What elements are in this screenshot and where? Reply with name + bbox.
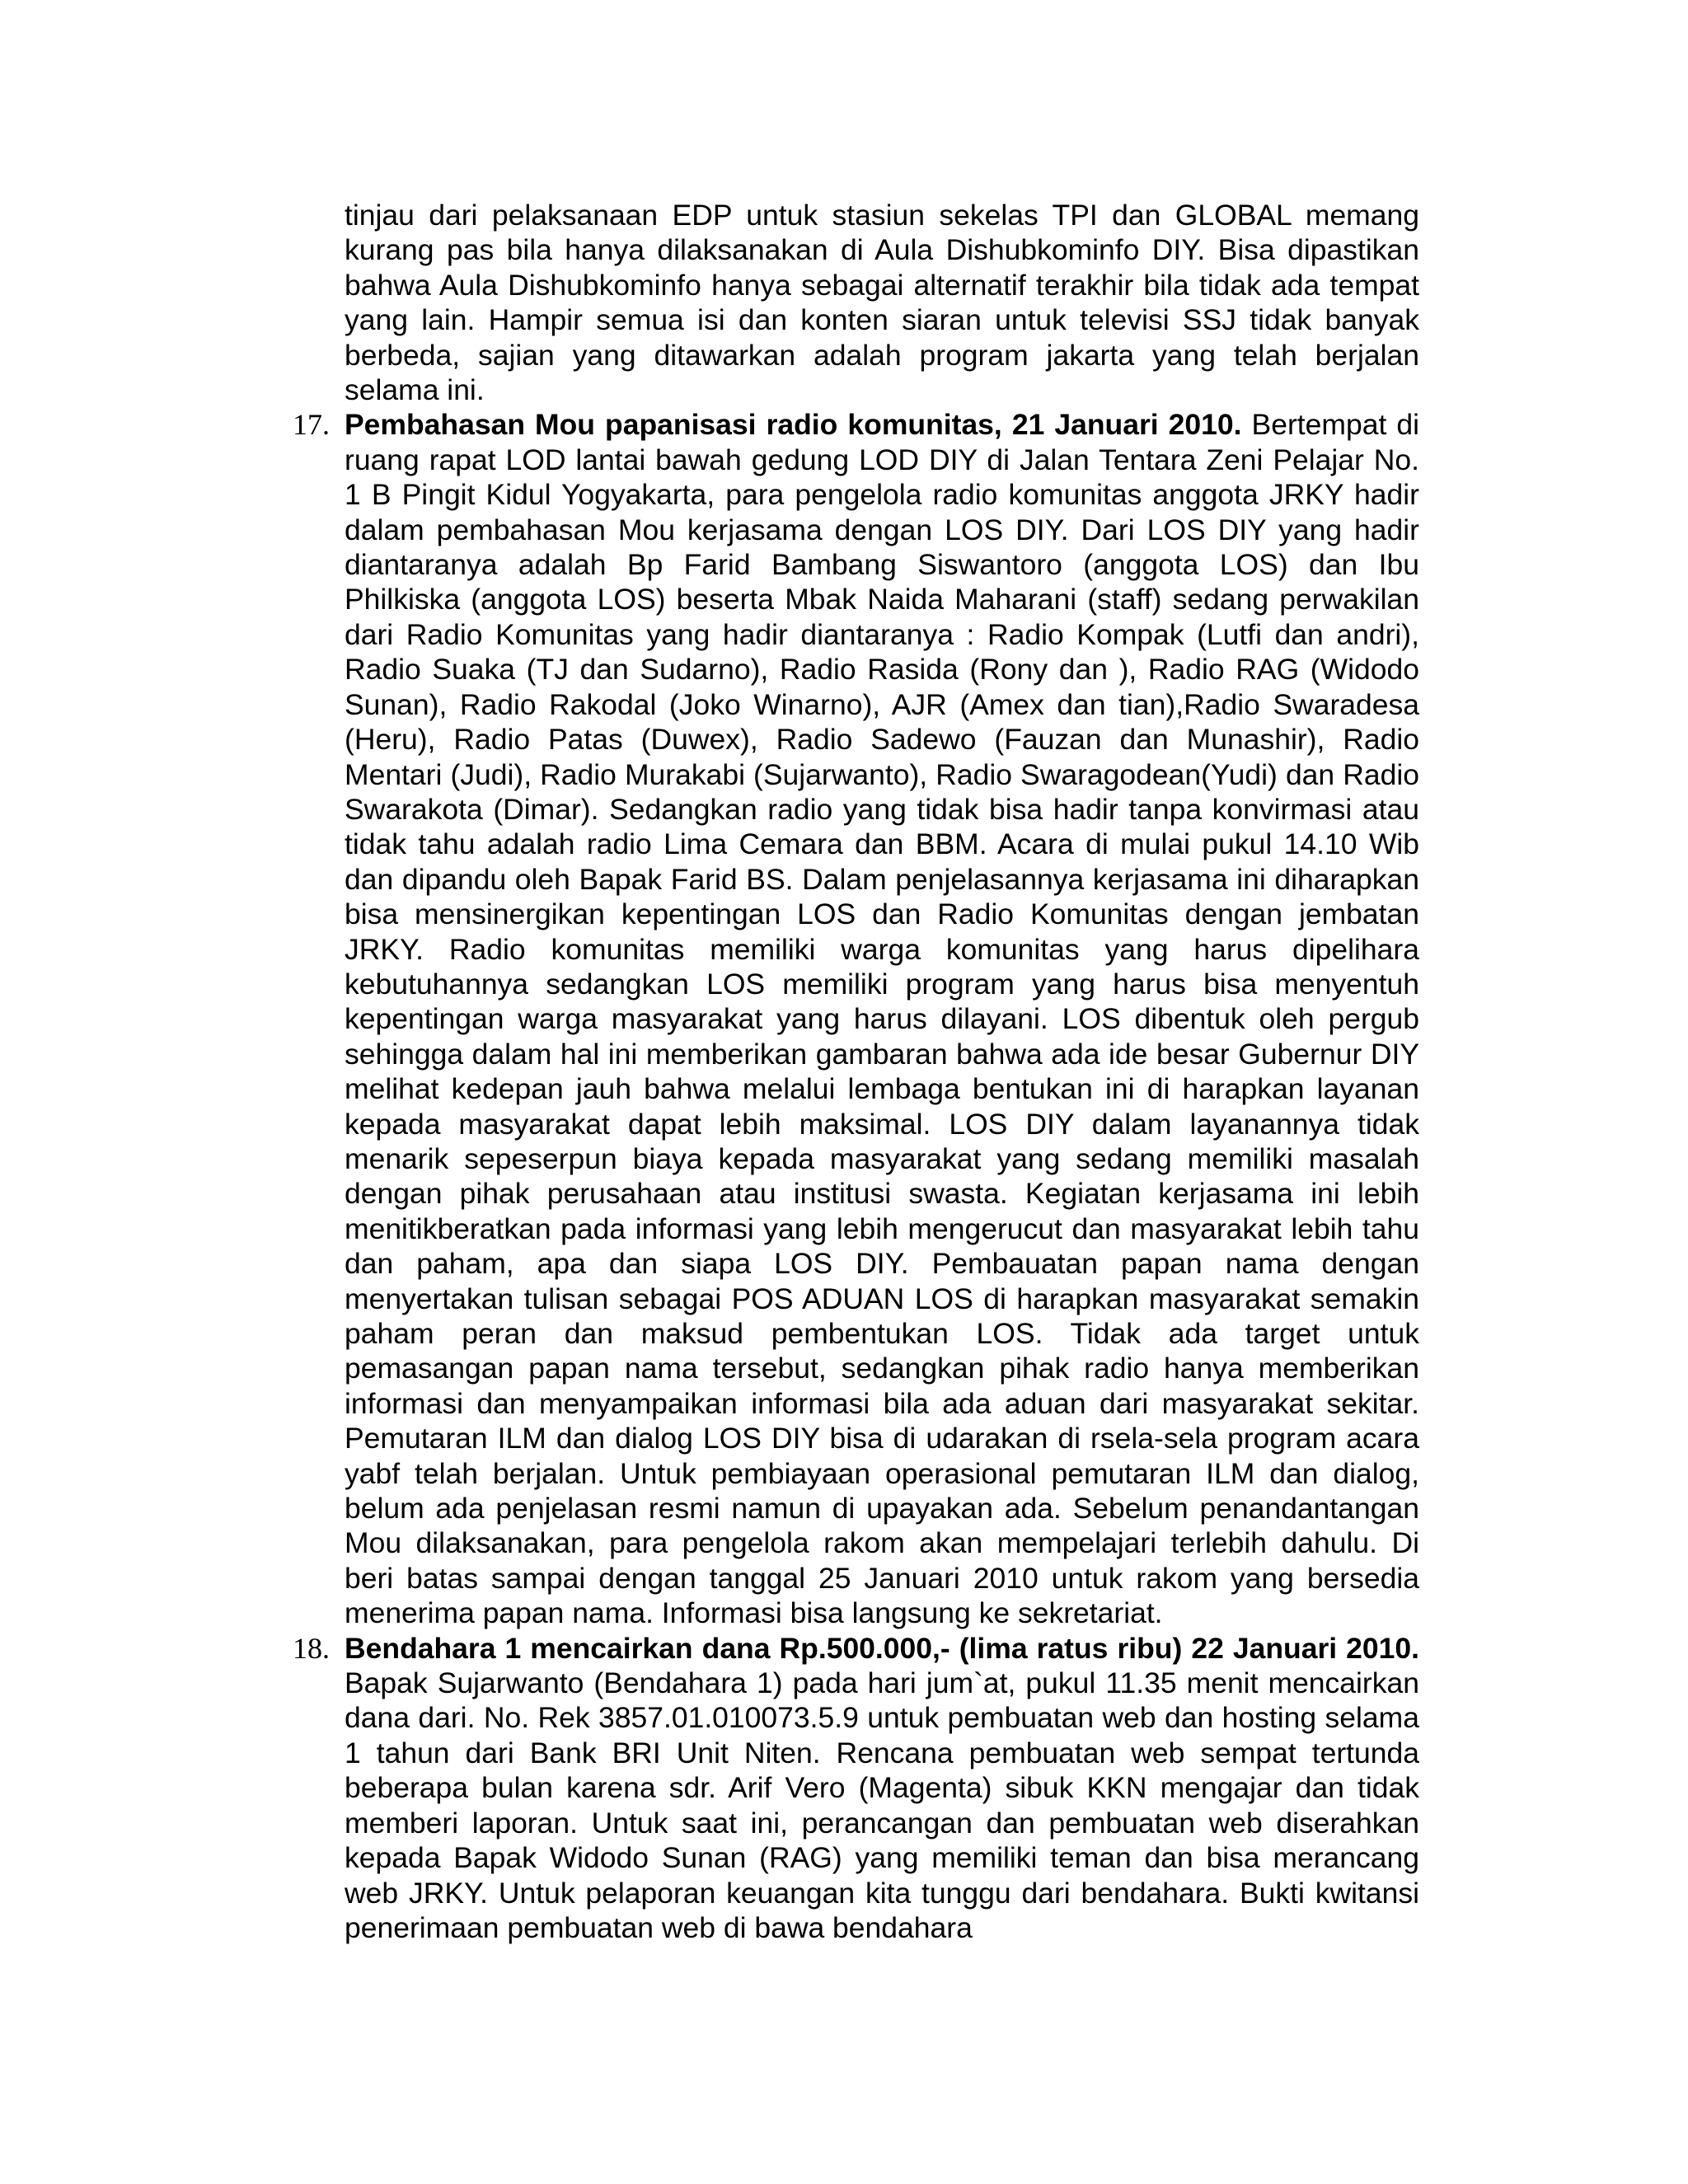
list-number: 18. [293, 1631, 330, 1665]
item-body-text: Bapak Sujarwanto (Bendahara 1) pada hari jum`at, pukul 11.35 menit mencairkan dana dari. No. Rek 3857.01.010073.5.9 untuk pembuatan web dan hosting selama 1 tahun dari Bank BRI Unit Niten. Rencana pembuatan web sempat tertunda beberapa bulan karena sdr. Arif Vero (Magenta) sibuk KKN mengajar dan tidak memberi laporan. Untuk saat ini, perancangan dan pembuatan web diserahkan kepada Bapak Widodo Sunan (RAG) yang memiliki teman dan bisa merancang web JRKY. Untuk pelaporan keuangan kita tunggu dari bendahara. Bukti kwitansi penerimaan pembuatan web di bawa bendahara [345, 1666, 1419, 1944]
intro-paragraph: tinjau dari pelaksanaan EDP untuk stasiun sekelas TPI dan GLOBAL memang kurang pas bila hanya dilaksanakan di Aula Dishubkominfo DIY. Bisa dipastikan bahwa Aula Dishubkominfo hanya sebagai alternatif terakhir bila tidak ada tempat yang lain. Hampir semua isi dan konten siaran untuk televisi SSJ tidak banyak berbeda, sajian yang ditawarkan adalah program jakarta yang telah berjalan selama ini. [345, 199, 1419, 407]
list-item-text [345, 1631, 1419, 1946]
item-heading: Pembahasan Mou papanisasi radio komunitas, 21 Januari 2010. [345, 408, 1242, 442]
list-number: 17. [293, 408, 330, 442]
list-item-17 [293, 407, 1419, 1630]
list-item-18 [293, 1631, 1419, 1946]
document-body [293, 198, 1419, 1945]
item-heading: Bendahara 1 mencairkan dana Rp.500.000,- (lima ratus ribu) 22 Januari 2010. [345, 1631, 1419, 1665]
item-body-text: Bertempat di ruang rapat LOD lantai bawah gedung LOD DIY di Jalan Tentara Zeni Pelajar No. 1 B Pingit Kidul Yogyakarta, para pengelola radio komunitas anggota JRKY hadir dalam pembahasan Mou kerjasama dengan LOS DIY. Dari LOS DIY yang hadir diantaranya adalah Bp Farid Bambang Siswantoro (anggota LOS) dan Ibu Philkiska (anggota LOS) beserta Mbak Naida Maharani (staff) sedang perwakilan dari Radio Komunitas yang hadir diantaranya : Radio Kompak (Lutfi dan andri), Radio Suaka (TJ dan Sudarno), Radio Rasida (Rony dan ), Radio RAG (Widodo Sunan), Radio Rakodal (Joko Winarno), AJR (Amex dan tian),Radio Swaradesa (Heru), Radio Patas (Duwex), Radio Sadewo (Fauzan dan Munashir), Radio Mentari (Judi), Radio Murakabi (Sujarwanto), Radio Swaragodean(Yudi) dan Radio Swarakota (Dimar). Sedangkan radio yang tidak bisa hadir tanpa konvirmasi atau tidak tahu adalah radio Lima Cemara dan BBM. Acara di mulai pukul 14.10 Wib dan dipandu oleh Bapak Farid BS. Dalam penjelasannya kerjasama ini diharapkan bisa mensinergikan kepentingan LOS dan Radio Komunitas dengan jembatan JRKY. Radio komunitas memiliki warga komunitas yang harus dipelihara kebutuhannya sedangkan LOS memiliki program yang harus bisa menyentuh kepentingan warga masyarakat yang harus dilayani. LOS dibentuk oleh pergub sehingga dalam hal ini memberikan gambaran bahwa ada ide besar Gubernur DIY melihat kedepan jauh bahwa melalui lembaga bentukan ini di harapkan layanan kepada masyarakat dapat lebih maksimal. LOS DIY dalam layanannya tidak menarik sepeserpun biaya kepada masyarakat yang sedang memiliki masalah dengan pihak perusahaan atau institusi swasta. Kegiatan kerjasama ini lebih menitikberatkan pada informasi yang lebih mengerucut dan masyarakat lebih tahu dan paham, apa dan siapa LOS DIY. Pembauatan papan nama dengan menyertakan tulisan sebagai POS ADUAN LOS di harapkan masyarakat semakin paham peran dan maksud pembentukan LOS. Tidak ada target untuk pemasangan papan nama tersebut, sedangkan pihak radio hanya memberikan informasi dan menyampaikan informasi bila ada aduan dari masyarakat sekitar. Pemutaran ILM dan dialog LOS DIY bisa di udarakan di rsela-sela program acara yabf telah berjalan. Untuk pembiayaan operasional pemutaran ILM dan dialog, belum ada penjelasan resmi namun di upayakan ada. Sebelum penandantangan Mou dilaksanakan, para pengelola rakom akan mempelajari terlebih dahulu. Di beri batas sampai dengan tanggal 25 Januari 2010 untuk rakom yang bersedia menerima papan nama. Informasi bisa langsung ke sekretariat. [345, 408, 1419, 1630]
list-item-text [345, 407, 1419, 1630]
